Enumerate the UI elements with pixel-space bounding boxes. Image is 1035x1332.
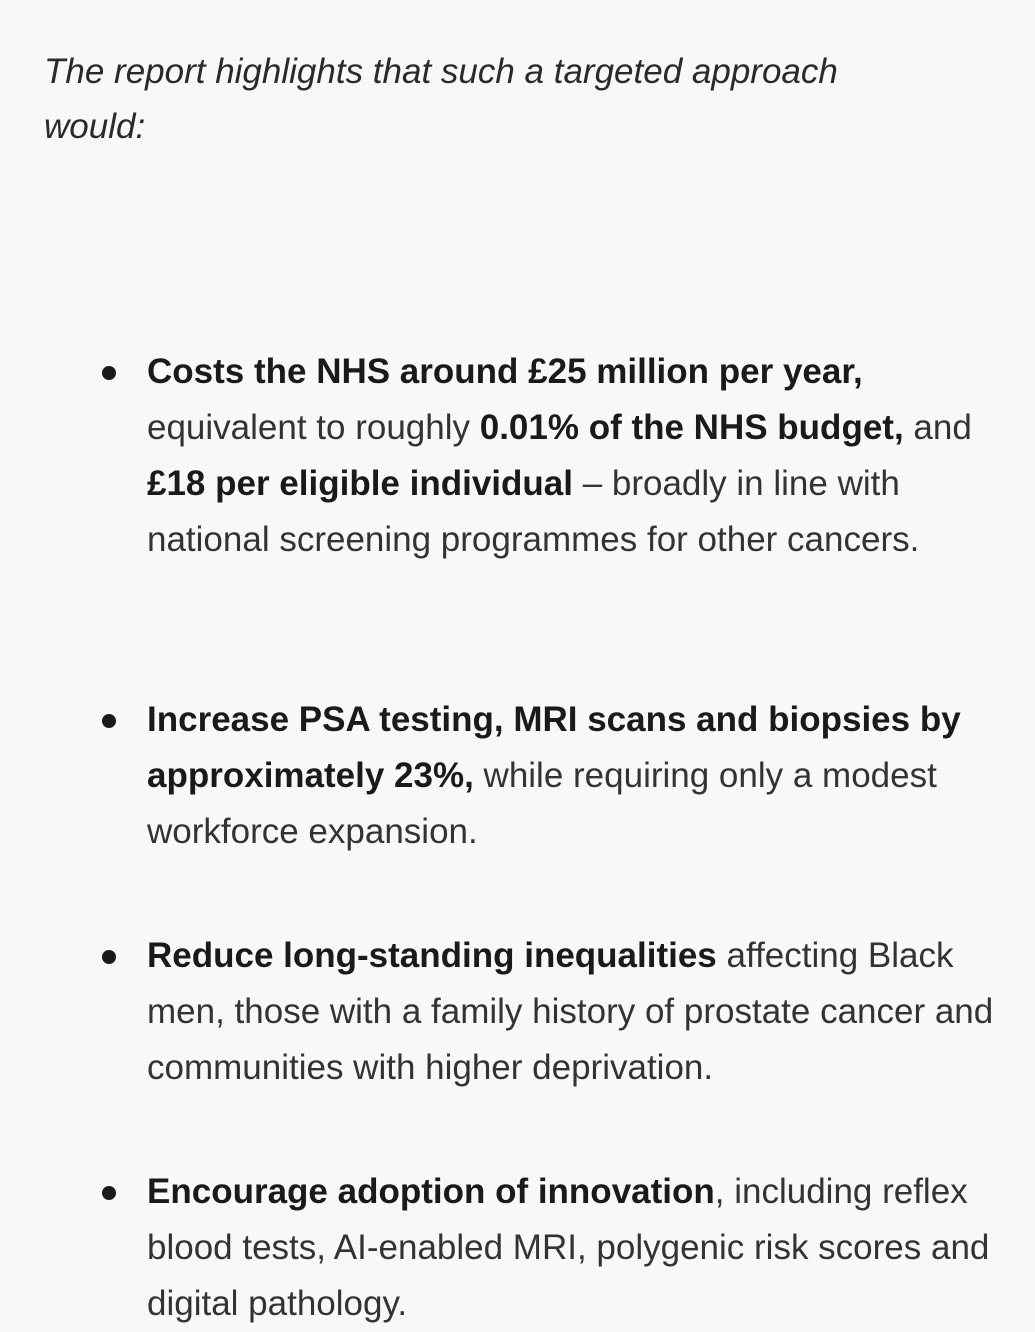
bullet-dot-icon bbox=[102, 714, 116, 728]
bullet-emphasis: Costs the NHS around £25 million per year, bbox=[147, 352, 863, 391]
intro-paragraph: The report highlights that such a targeted approach would: bbox=[44, 52, 838, 146]
bullet-text bbox=[147, 928, 997, 1096]
bullet-emphasis: £18 per eligible individual bbox=[147, 464, 573, 503]
bullet-emphasis: Encourage adoption of innovation bbox=[147, 1172, 715, 1211]
bullet-text bbox=[147, 344, 997, 568]
bullet-run: equivalent to roughly bbox=[147, 408, 480, 447]
bullet-dot-icon bbox=[102, 950, 116, 964]
bullet-dot-icon bbox=[102, 366, 116, 380]
bullet-dot-icon bbox=[102, 1186, 116, 1200]
bullet-run: while requiring only a modest workforce expansion. bbox=[147, 756, 937, 851]
bullet-run: – broadly in line with national screening programmes for other cancers. bbox=[147, 464, 920, 559]
bullet-text bbox=[147, 1164, 997, 1332]
bullet-run: affecting Black men, those with a family history of prostate cancer and communities with higher deprivation. bbox=[147, 936, 994, 1087]
bullet-emphasis: 0.01% of the NHS budget, bbox=[479, 408, 904, 447]
bullet-emphasis: Increase PSA testing, MRI scans and biopsies by approximately 23%, bbox=[147, 700, 961, 795]
bullet-emphasis: Reduce long-standing inequalities bbox=[147, 936, 717, 975]
bullet-run: and bbox=[903, 408, 972, 447]
bullet-run: , including reflex blood tests, AI-enabled MRI, polygenic risk scores and digital pathology. bbox=[147, 1172, 990, 1323]
bullet-text bbox=[147, 692, 997, 860]
